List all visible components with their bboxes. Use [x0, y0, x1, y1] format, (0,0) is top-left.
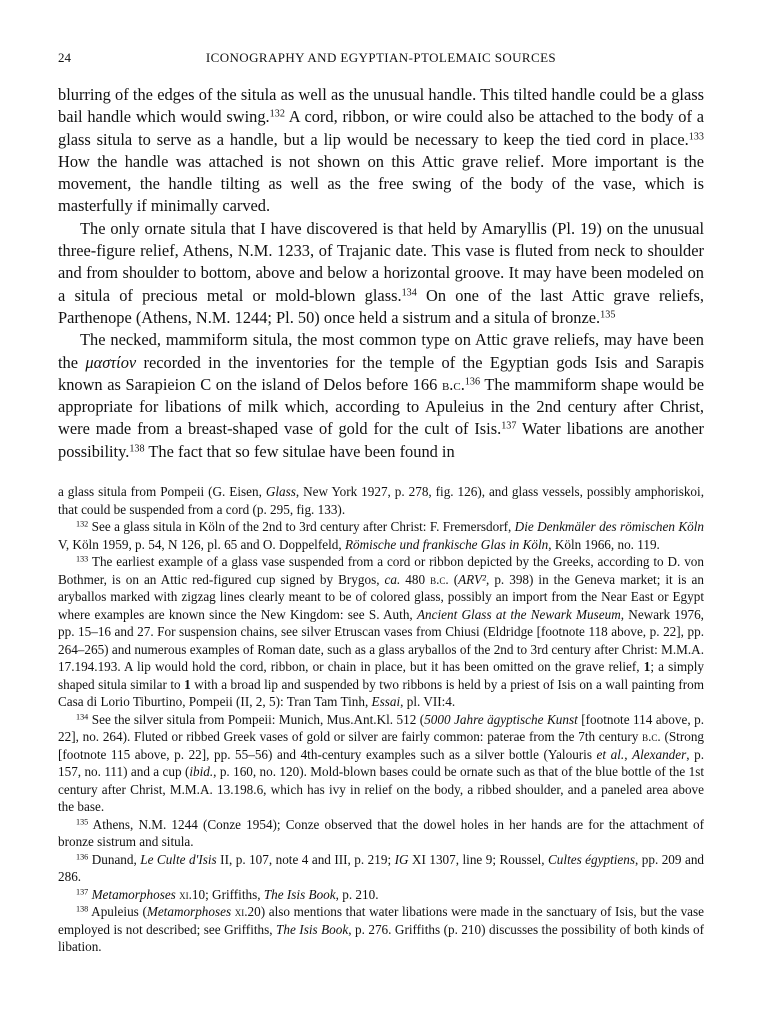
body-text [58, 84, 704, 463]
text-run: recorded in the inventories for the temple of the Egyptian gods Isis and Sarapis known as Sarapieion C on the island of Delos before 166 [58, 352, 704, 394]
text-run: 1 [184, 676, 191, 692]
text-run: Le Culte d'Isis [140, 851, 217, 867]
text-run: The only ornate situla that I have discovered is that held by Amaryllis (Pl. 19) on the unusual three-figure relief, Athens, N.M. 1233, of Trajanic date. This vase is fluted from neck to shoulder and from shoulder to bottom, above and below a horizontal groove. It may have been modeled on a situla of precious metal or mold-blown glass. [58, 218, 704, 305]
text-run: The mammiform shape would be appropriate for libations of milk which, according to Apuleius in the 2nd century after Christ, were made from a breast-shaped vase of gold for the cult of Isis. [58, 374, 704, 439]
text-run: II, p. 107, note 4 and III, p. 219; [216, 851, 395, 867]
text-run: 1 [643, 659, 651, 674]
footnote [58, 553, 704, 711]
text-run: (Strong [footnote 115 above, p. 22], pp. 55–56) and 4th-century examples such as a silver bottle (Yalouris [58, 729, 705, 762]
body-paragraph [58, 329, 704, 463]
text-run: [footnote 114 above, p. 22], no. 264). Fluted or ribbed Greek vases of gold or silver are fairly common: paterae from the 7th century [58, 711, 704, 744]
text-run: Ancient Glass at the Newark Museum [416, 606, 621, 622]
footnote [58, 851, 704, 886]
text-run: ibid. [189, 764, 214, 779]
text-run: , Köln 1966, no. 119. [548, 536, 660, 552]
text-run: Cultes égyptiens [548, 851, 635, 867]
text-run: 5000 Jahre ägyptische Kunst [424, 711, 578, 727]
text-run: Alexander [632, 746, 687, 762]
footnote-reference: 137 [501, 420, 517, 432]
text-run: A cord, ribbon, or wire could also be attached to the body of a glass situla to serve as a handle, but a lip would be necessary to keep the tied cord in place. [58, 107, 704, 149]
footnote-reference: 135 [600, 309, 616, 321]
footnote-reference: 132 [76, 519, 89, 529]
text-run: ( [448, 571, 459, 587]
text-run: Römische und frankische Glas in Köln [344, 536, 549, 552]
footnote-reference: 138 [129, 443, 145, 455]
text-run: Metamorphoses [146, 904, 232, 919]
text-run: a glass situla from Pompeii (G. Eisen, [58, 484, 266, 499]
text-run: The fact that so few situlae have been found in [144, 441, 455, 461]
text-run: V, Köln 1959, p. 54, N 126, pl. 65 and O. Doppelfeld, [58, 536, 345, 552]
text-run: XI 1307, line 9; Roussel, [408, 851, 549, 867]
text-run: blurring of the edges of the situla as well as the unusual handle. This tilted handle could be a glass bail handle which would swing. [58, 85, 704, 127]
text-run: μαστίον [85, 352, 137, 372]
body-paragraph [58, 84, 704, 218]
text-run: , pl. VII:4. [400, 694, 456, 709]
text-run: with a broad lip and suspended by two ribbons is held by a priest of Isis on a wall painting from Casa di Lorio Tiburtino, Pompeii (II, 2, 5): Tran Tam Tinh, [58, 676, 704, 709]
text-run: Glass [265, 484, 296, 499]
footnote-reference: 137 [76, 887, 89, 896]
running-header [58, 50, 704, 72]
text-run: The Isis Book [263, 886, 336, 902]
text-run: b.c. [642, 729, 661, 744]
footnote-reference: 135 [76, 817, 89, 826]
page-number: 24 [58, 50, 71, 65]
footnote-reference: 134 [76, 712, 89, 721]
footnote [58, 903, 704, 956]
text-run: IG [394, 851, 409, 867]
footnote-reference: 134 [401, 287, 417, 299]
text-run: , Newark 1976, pp. 15–16 and 27. For suspension chains, see silver Etruscan vases from Chiusi (Eldridge [footnote 118 above, p. 22], pp. 264–265) and numerous examples of Roman date, such as a glass aryballos of the 2nd to 3rd century after Christ: M.M.A. 17.194.193. A lip would hold the cord, ribbon, or chain in place, but it has been omitted on the grave relief, [58, 606, 704, 674]
footnote-reference: 136 [464, 376, 481, 388]
text-run: ; a simply shaped situla similar to [58, 659, 704, 692]
footnote-reference: 133 [688, 131, 704, 143]
text-run: ca. [384, 571, 401, 587]
text-run: b.c. [441, 374, 465, 394]
text-run: xi.10 [179, 886, 206, 902]
page [58, 50, 704, 463]
text-run: The Isis Book [276, 921, 349, 937]
footnote-reference: 136 [76, 852, 89, 861]
footnote [58, 518, 704, 553]
text-run: See the silver situla from Pompeii: Munich, Mus.Ant.Kl. 512 ( [88, 711, 425, 727]
text-run: Metamorphoses [91, 886, 176, 902]
text-run: , pp. 209 and 286. [58, 851, 705, 884]
footnotes [58, 483, 704, 956]
text-run: Apuleius ( [88, 904, 147, 919]
text-run: , p. 160, no. 120). Mold-blown bases could be ornate such as that of the blue bottle of the 1st century after Christ, M.M.A. 13.198.6, which has ivy in relief on the body, a ribbed shoulder, and a paneled area above the base. [58, 764, 704, 814]
text-run: ; Griffiths, [205, 886, 264, 902]
running-head-title: ICONOGRAPHY AND EGYPTIAN-PTOLEMAIC SOURCES [205, 50, 557, 65]
text-run: The earliest example of a glass vase suspended from a cord or ribbon depicted by the Greeks, according to D. von Bothmer, is on an Attic red-figured cup signed by Brygos, [58, 554, 704, 587]
footnote-reference: 133 [76, 554, 89, 564]
body-paragraph [58, 218, 704, 329]
text-run: Essai [371, 694, 401, 709]
text-run: How the handle was attached is not shown on this Attic grave relief. More important is the movement, the handle tilting as well as the free swing of the body of the vase, which is masterfully if minimally carved. [58, 151, 704, 216]
footnote-reference: 138 [76, 904, 89, 914]
text-run: , p. 276. Griffiths (p. 210) discusses the possibility of both kinds of libation. [58, 921, 705, 954]
text-run: Die Denkmäler des römischen Köln [514, 519, 705, 534]
text-run: ) also mentions that water libations were made in the sanctuary of Isis, but the vase employed is not described; see Griffiths, [58, 904, 705, 937]
text-run: The necked, mammiform situla, the most common type on Attic grave reliefs, may have been the [58, 330, 704, 372]
text-run: Water libations are another possibility. [58, 419, 704, 461]
text-run: On one of the last Attic grave reliefs, Parthenope (Athens, N.M. 1244; Pl. 50) once held a sistrum and a situla of bronze. [58, 285, 704, 327]
text-run: ARV² [458, 571, 486, 587]
text-run: , p. 398) in the Geneva market; it is an aryballos marked with zigzag lines clearly meant to be of colored glass, possibly an import from the Near East or Egypt where examples are known since the New Kingdom: see S. Auth, [58, 571, 704, 622]
text-run: et al. [596, 746, 625, 762]
text-run: , p. 210. [335, 886, 379, 902]
footnote [58, 483, 704, 518]
text-run: , New York 1927, p. 278, fig. 126), and glass vessels, possibly amphoriskoi, that could be suspended from a cord (p. 295, fig. 133). [58, 484, 704, 517]
text-run: See a glass situla in Köln of the 2nd to 3rd century after Christ: F. Fremersdorf, [88, 519, 515, 534]
text-run: 480 [400, 571, 431, 587]
text-run: Dunand, [88, 851, 141, 867]
text-run: , p. 157, no. 111) and a cup ( [58, 746, 705, 779]
footnote-reference: 132 [269, 108, 285, 120]
text-run: , [624, 746, 633, 762]
footnote [58, 886, 704, 904]
text-run: xi.20 [234, 904, 261, 919]
text-run: Athens, N.M. 1244 (Conze 1954); Conze observed that the dowel holes in her hands are for the attachment of bronze sistrum and situla. [58, 816, 704, 849]
footnote [58, 816, 704, 851]
footnote [58, 711, 704, 816]
text-run: b.c. [430, 571, 449, 587]
